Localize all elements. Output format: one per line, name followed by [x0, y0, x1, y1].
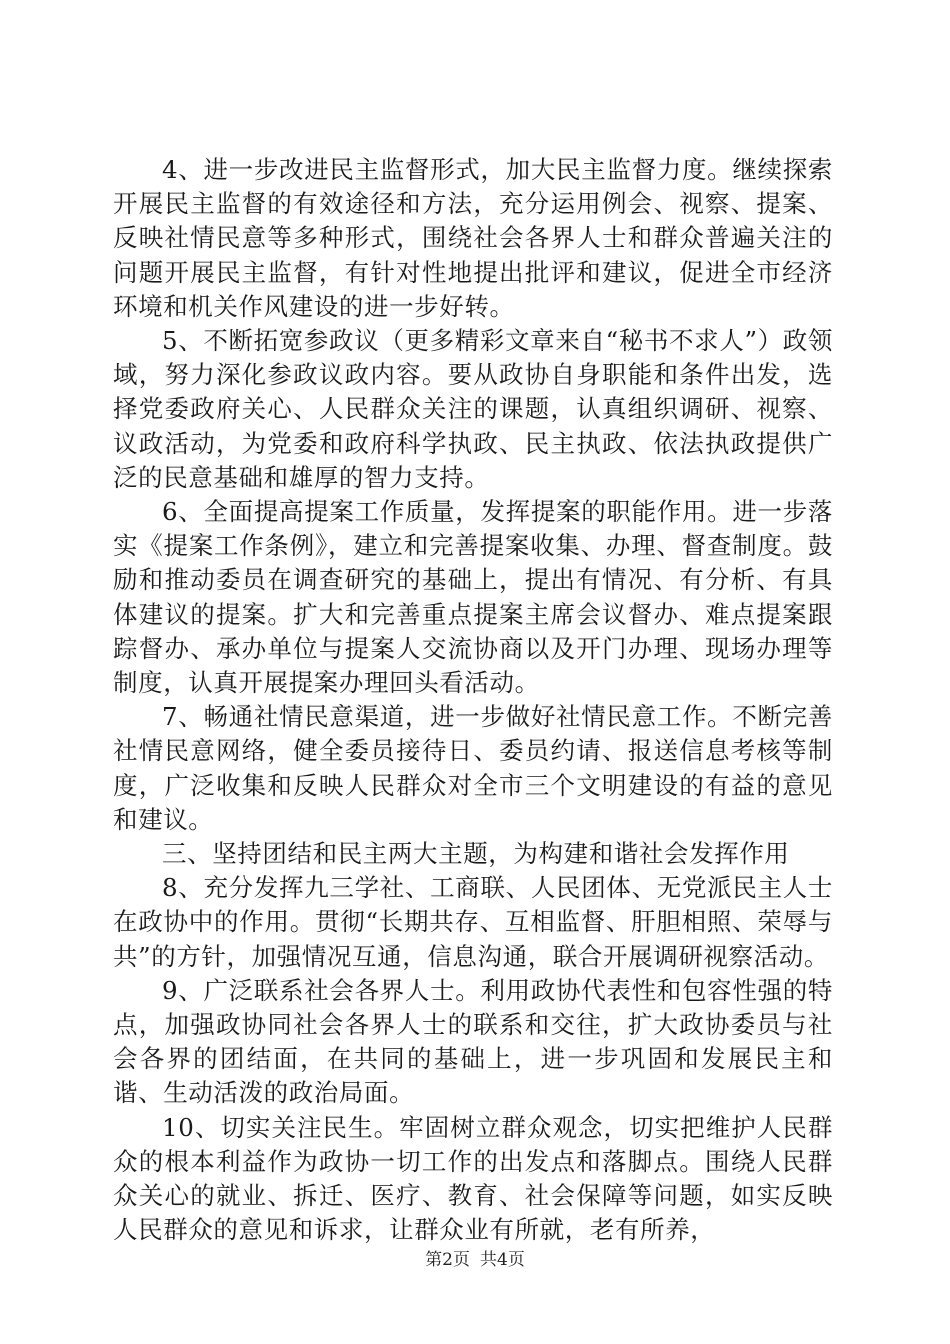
paragraph-item-9: 9、广泛联系社会各界人士。利用政协代表性和包容性强的特点，加强政协同社会各界人士的联系和交往，扩大政协委员与社会各界的团结面，在共同的基础上，进一步巩固和发展民主和谐、生动活泼的政治局面。 — [113, 975, 833, 1108]
paragraph-item-8: 8、充分发挥九三学社、工商联、人民团体、无党派民主人士在政协中的作用。贯彻“长期共存、互相监督、肝胆相照、荣辱与共”的方针，加强情况互通，信息沟通，联合开展调研视察活动。 — [113, 873, 833, 971]
paragraph-item-6: 6、全面提高提案工作质量，发挥提案的职能作用。进一步落实《提案工作条例》，建立和完善提案收集、办理、督查制度。鼓励和推动委员在调查研究的基础上，提出有情况、有分析、有具体建议的提案。扩大和完善重点提案主席会议督办、难点提案跟踪督办、承办单位与提案人交流协商以及开门办理、现场办理等制度，认真开展提案办理回头看活动。 — [113, 497, 833, 698]
paragraph-item-10: 10、切实关注民生。牢固树立群众观念，切实把维护人民群众的根本利益作为政协一切工作的出发点和落脚点。围绕人民群众关心的就业、拆迁、医疗、教育、社会保障等问题，如实反映人民群众的意见和诉求，让群众业有所就，老有所养， — [113, 1112, 833, 1245]
paragraph-item-7: 7、畅通社情民意渠道，进一步做好社情民意工作。不断完善社情民意网络，健全委员接待日、委员约请、报送信息考核等制度，广泛收集和反映人民群众对全市三个文明建设的有益的意见和建议。 — [113, 702, 833, 834]
document-body — [113, 153, 833, 1248]
paragraph-item-4: 4、进一步改进民主监督形式，加大民主监督力度。继续探索开展民主监督的有效途径和方法，充分运用例会、视察、提案、反映社情民意等多种形式，围绕社会各界人士和群众普遍关注的问题开展民主监督，有针对性地提出批评和建议，促进全市经济环境和机关作风建设的进一步好转。 — [113, 155, 833, 321]
paragraph-item-5: 5、不断拓宽参政议（更多精彩文章来自“秘书不求人”）政领域，努力深化参政议政内容。要从政协自身职能和条件出发，选择党委政府关心、人民群众关注的课题，认真组织调研、视察、议政活动，为党委和政府科学执政、民主执政、依法执政提供广泛的民意基础和雄厚的智力支持。 — [113, 326, 833, 492]
page-footer — [0, 1245, 950, 1270]
section-heading-3: 三、坚持团结和民主两大主题，为构建和谐社会发挥作用 — [162, 839, 790, 869]
page-number: 第2页 — [425, 1250, 470, 1270]
page-total: 共4页 — [480, 1250, 525, 1270]
